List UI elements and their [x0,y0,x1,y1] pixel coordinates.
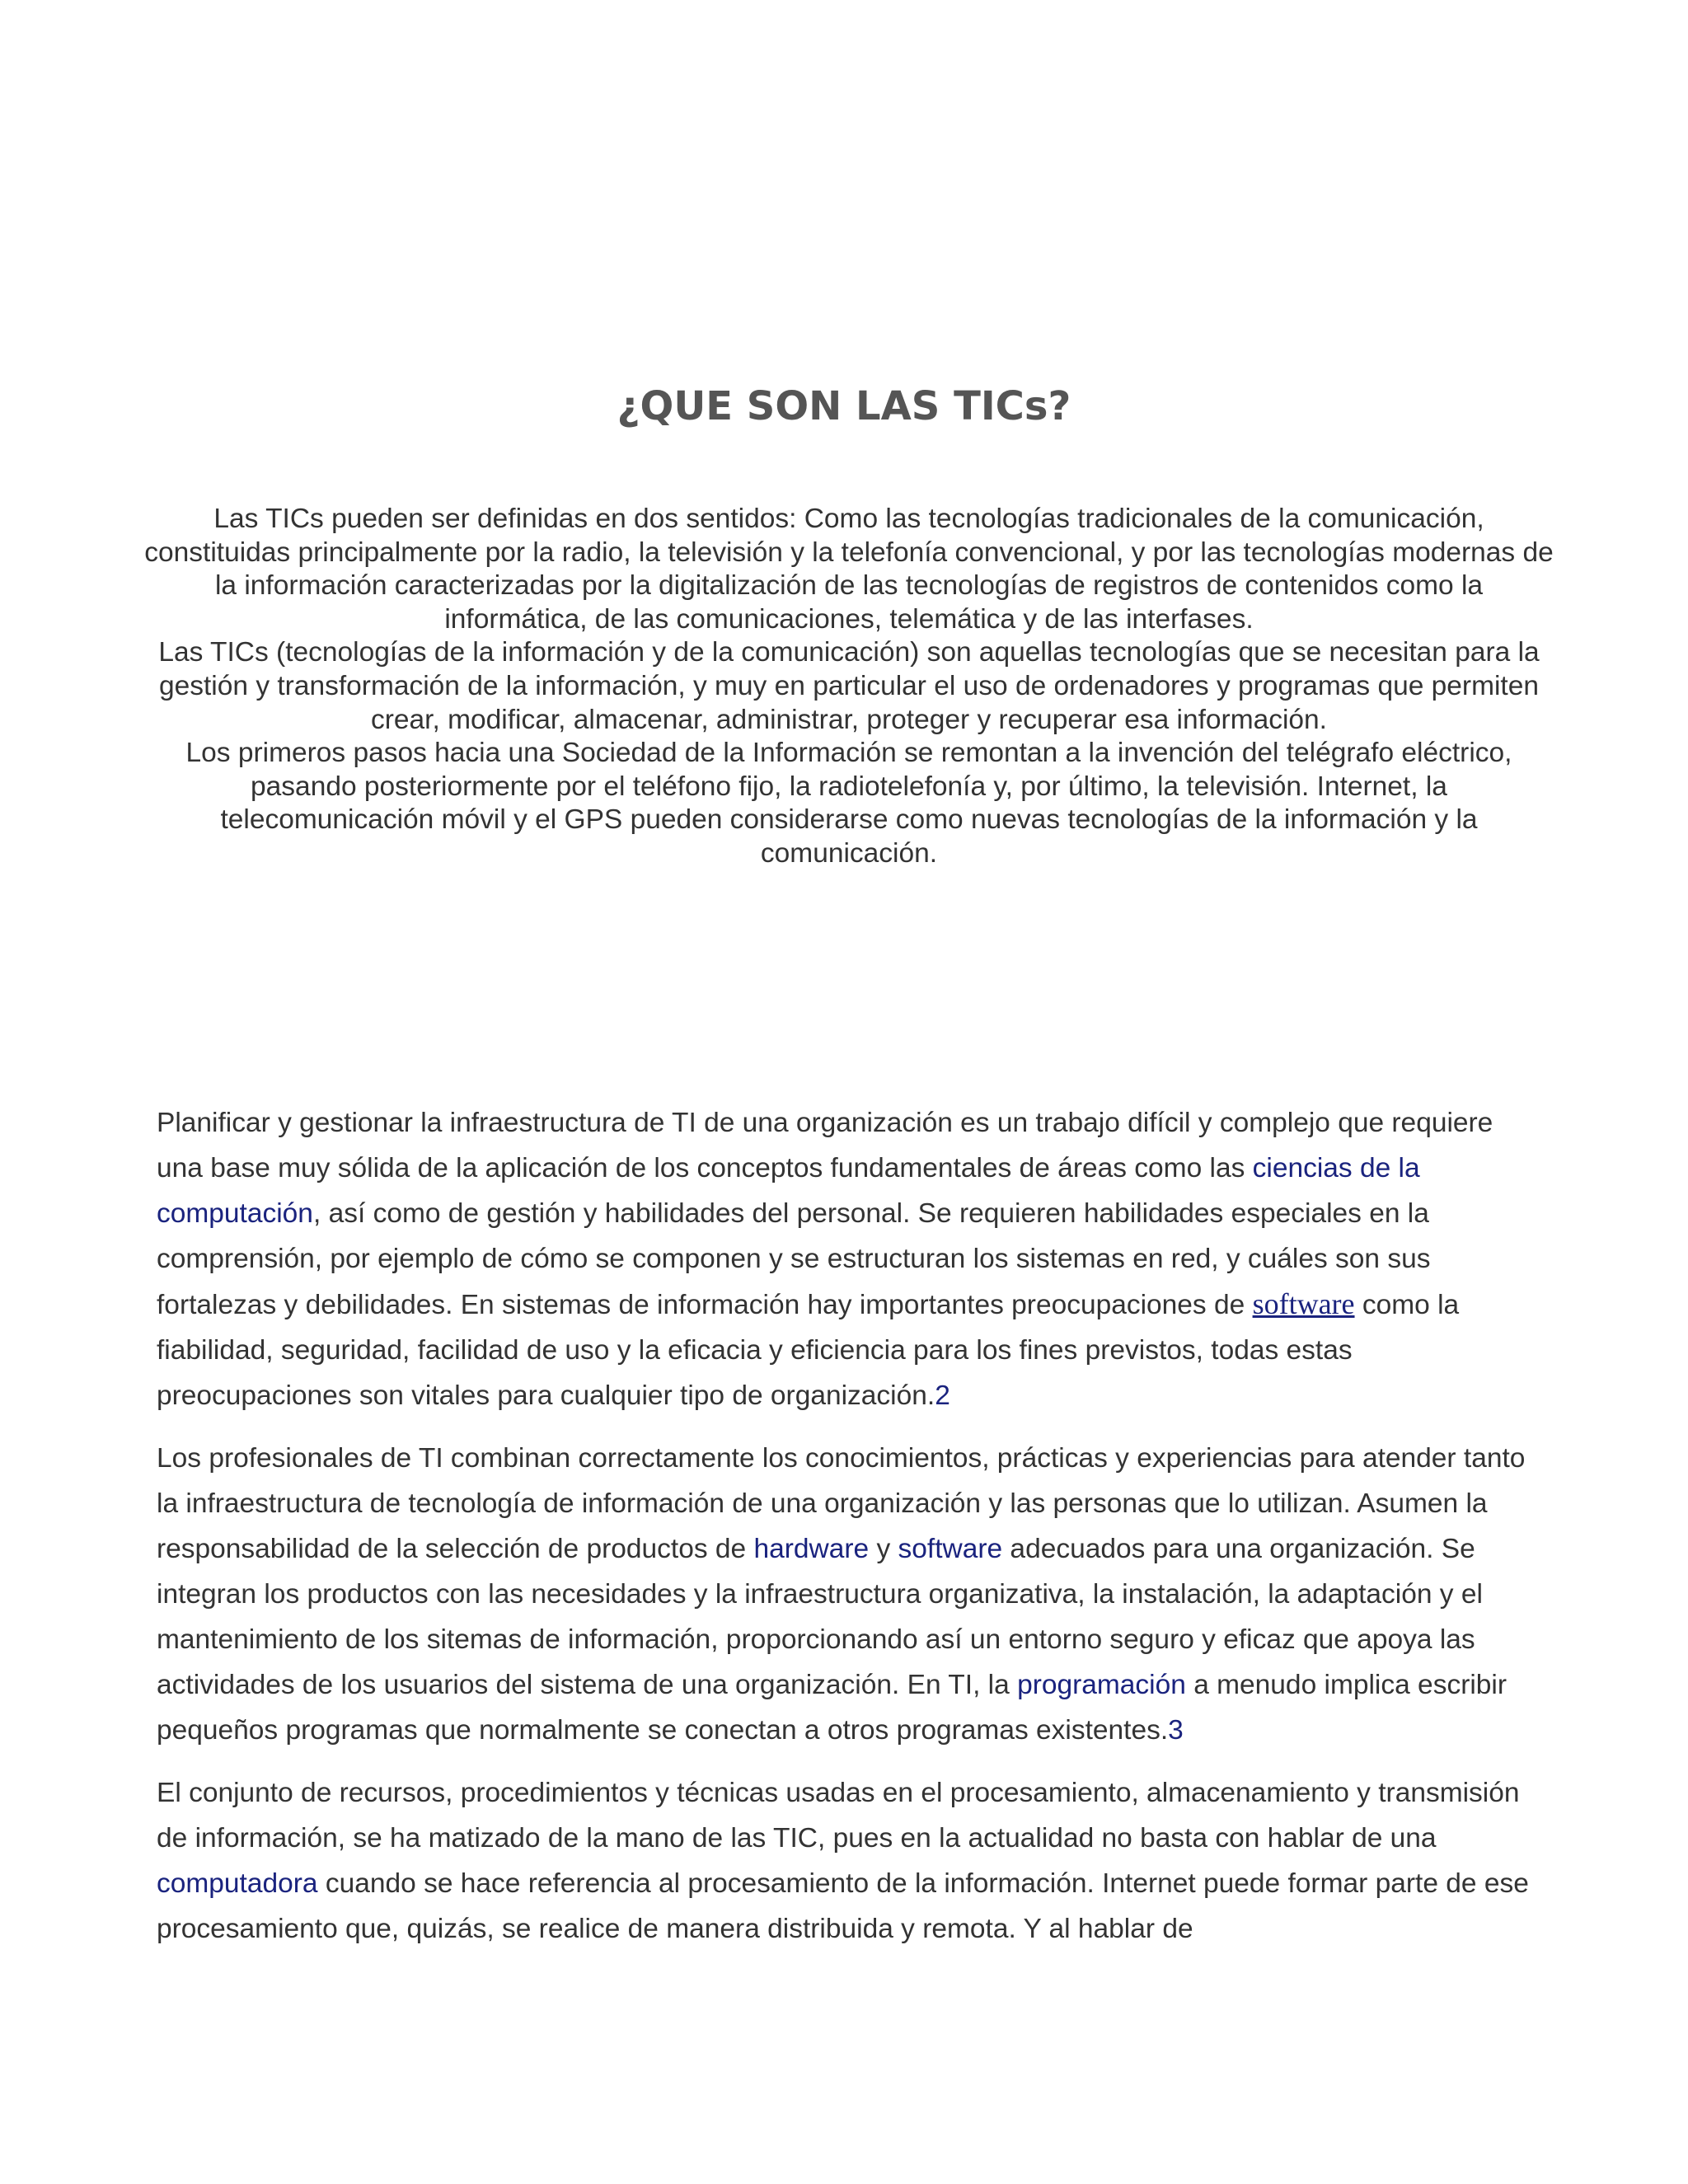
intro-paragraph-2: Las TICs (tecnologías de la información y de la comunicación) son aquellas tecnologías que se necesitan para la gestión y transformación de la información, y muy en particular el uso de ordenadores y programas que permiten crear, modificar, almacenar, administrar, proteger y recuperar esa información. [158,637,1540,735]
body-paragraph-1 [157,1100,1533,1418]
text: Planificar y gestionar la infraestructura de TI de una organización es un trabajo difícil y complejo que requiere una base muy sólida de la aplicación de los conceptos fundamentales de áreas como las [157,1108,1493,1183]
link-programacion[interactable]: programación [1017,1670,1186,1700]
intro-paragraph-3: Los primeros pasos hacia una Sociedad de la Información se remontan a la invención del telégrafo eléctrico, pasando posteriormente por el teléfono fijo, la radiotelefonía y, por último, la televisión. Internet, la telecomunicación móvil y el GPS pueden considerarse como nuevas tecnologías de la información y la comunicación. [185,738,1512,869]
intro-paragraph-1: Las TICs pueden ser definidas en dos sentidos: Como las tecnologías tradicionales de la comunicación, constituidas principalmente por la radio, la televisión y la telefonía convencional, y por las tecnologías modernas de la información caracterizadas por la digitalización de las tecnologías de registros de contenidos como la informática, de las comunicaciones, telemática y de las interfases. [144,504,1554,635]
link-hardware[interactable]: hardware [753,1534,870,1564]
page-title: ¿QUE SON LAS TICs? [617,383,1071,429]
reference-link-2[interactable]: 2 [935,1380,950,1411]
text: cuando se hace referencia al procesamiento de la información. Internet puede formar parte de ese procesamiento que, quizás, se realice de manera distribuida y remota. Y al hablar de [157,1868,1529,1944]
body-paragraph-3 [157,1770,1533,1952]
link-software[interactable]: software [1252,1287,1355,1320]
text: como la fiabilidad, seguridad, facilidad de uso y la eficacia y eficiencia para los fines previstos, todas estas preocupaciones son vitales para cualquier tipo de organización. [157,1290,1460,1411]
text: y [869,1534,898,1564]
text: , así como de gestión y habilidades del personal. Se requieren habilidades especiales en la comprensión, por ejemplo de cómo se componen y se estructuran los sistemas en red, y cuáles son sus fortalezas y debilidades. En sistemas de información hay importantes preocupaciones de [157,1198,1431,1320]
body-paragraph-2 [157,1436,1533,1753]
text: Los profesionales de TI combinan correctamente los conocimientos, prácticas y experiencias para atender tanto la infraestructura de tecnología de información de una organización y las personas que lo utilizan. Asumen la responsabilidad de la selección de productos de [157,1443,1526,1564]
link-ciencias-de-la-computacion[interactable]: ciencias de la computación [157,1153,1420,1229]
text: El conjunto de recursos, procedimientos y técnicas usadas en el procesamiento, almacenamiento y transmisión de información, se ha matizado de la mano de las TIC, pues en la actualidad no basta con hablar de una [157,1778,1520,1854]
link-software-2[interactable]: software [898,1534,1003,1564]
body-section [157,1100,1533,1969]
link-computadora[interactable]: computadora [157,1868,318,1899]
intro-section [140,503,1558,871]
text: a menudo implica escribir pequeños programas que normalmente se conectan a otros programas existentes. [157,1670,1507,1746]
text: adecuados para una organización. Se integran los productos con las necesidades y la infraestructura organizativa, la instalación, la adaptación y el mantenimiento de los sitemas de información, proporcionando así un entorno seguro y eficaz que apoya las actividades de los usuarios del sistema de una organización. En TI, la [157,1534,1483,1700]
reference-link-3[interactable]: 3 [1168,1715,1184,1746]
